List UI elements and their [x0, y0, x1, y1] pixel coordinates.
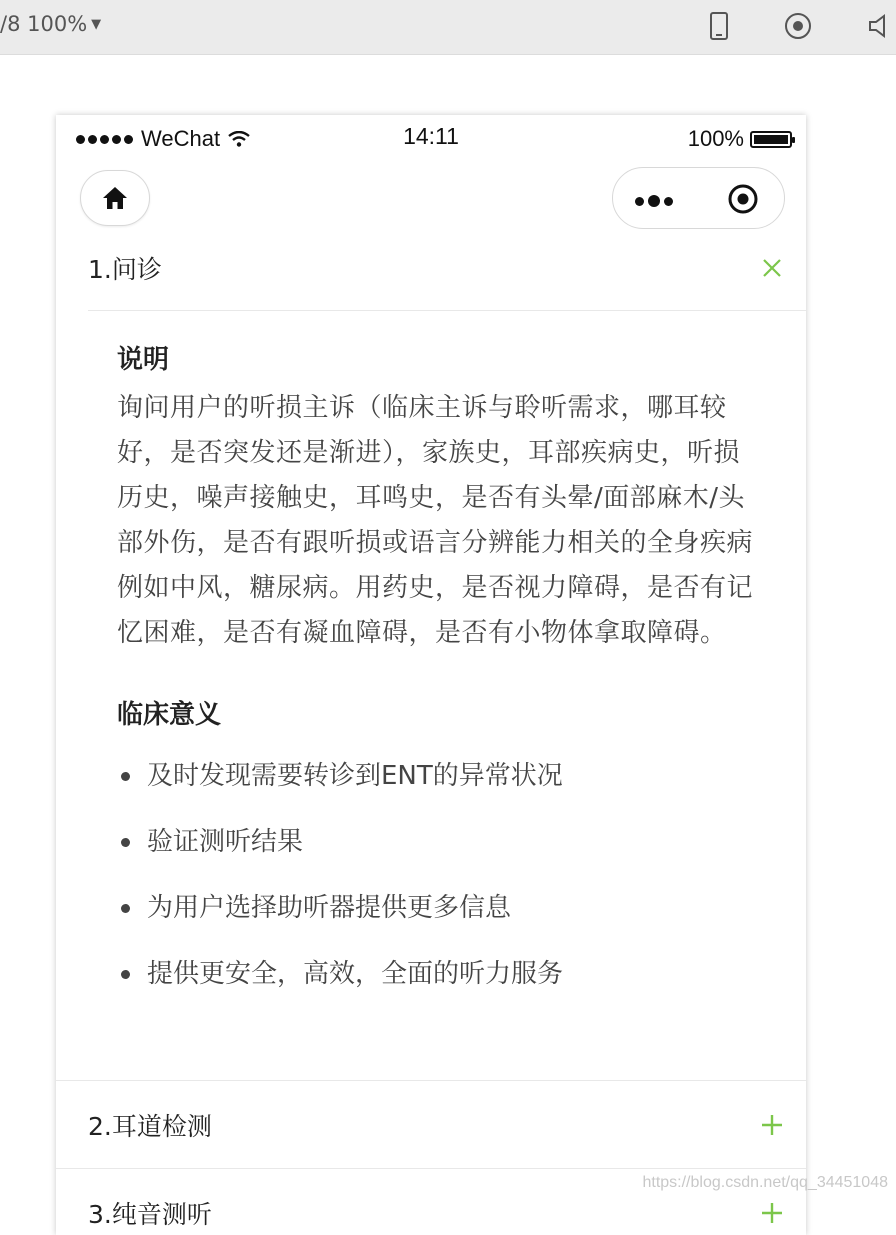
carrier-name: WeChat: [141, 126, 221, 151]
home-icon: [101, 184, 129, 212]
phone-icon[interactable]: [704, 10, 734, 42]
accordion-item-ear-canal[interactable]: [88, 1090, 806, 1160]
plus-icon[interactable]: [760, 1201, 784, 1225]
description-title: 说明: [117, 345, 170, 375]
divider: [56, 1168, 806, 1169]
battery-status: [688, 126, 792, 152]
description-text: 询问用户的听损主诉（临床主诉与聆听需求，哪耳较好，是否突发还是渐进），家族史，耳部疾病史，听损历史，噪声接触史，耳鸣史，是否有头晕/面部麻木/头部外伤，是否有跟听损或语言分辨能力相关的全身疾病例如中风，糖尿病。用药史，是否视力障碍，是否有记忆困难，是否有凝血障碍，是否有小物体拿取障碍。: [117, 393, 754, 648]
phone-frame: [56, 115, 806, 1235]
battery-percent: 100%: [687, 126, 744, 151]
significance-title: 临床意义: [117, 700, 222, 730]
simulator-toolbar: [0, 0, 896, 55]
zoom-label: /8 100%: [0, 12, 88, 36]
caret-down-icon: ▼: [91, 16, 102, 32]
accordion-item-inquiry[interactable]: [88, 233, 806, 303]
status-time: 14:11: [403, 123, 459, 149]
close-miniprogram-icon[interactable]: [727, 183, 759, 215]
list-item: 提供更安全，高效，全面的听力服务: [117, 941, 757, 1007]
battery-icon: [750, 131, 792, 148]
accordion-title: 1.问诊: [88, 255, 162, 284]
watermark: https://blog.csdn.net/qq_34451048: [642, 1174, 888, 1191]
list-item: 及时发现需要转诊到ENT的异常状况: [117, 743, 757, 809]
home-button[interactable]: [80, 170, 150, 226]
accordion-title: 2.耳道检测: [88, 1112, 212, 1141]
menu-capsule: [612, 167, 785, 229]
divider: [88, 310, 806, 311]
close-icon[interactable]: [760, 256, 784, 280]
accordion-title: 3.纯音测听: [88, 1200, 212, 1229]
significance-list: [117, 743, 757, 1007]
list-item: 为用户选择助听器提供更多信息: [117, 875, 757, 941]
divider: [56, 1080, 806, 1081]
volume-icon[interactable]: [864, 10, 894, 42]
record-icon[interactable]: [783, 10, 813, 42]
list-item: 验证测听结果: [117, 809, 757, 875]
zoom-selector[interactable]: [0, 12, 101, 36]
plus-icon[interactable]: [760, 1113, 784, 1137]
more-icon[interactable]: [635, 195, 673, 207]
status-bar: [56, 115, 806, 159]
accordion-content: [117, 339, 757, 1007]
